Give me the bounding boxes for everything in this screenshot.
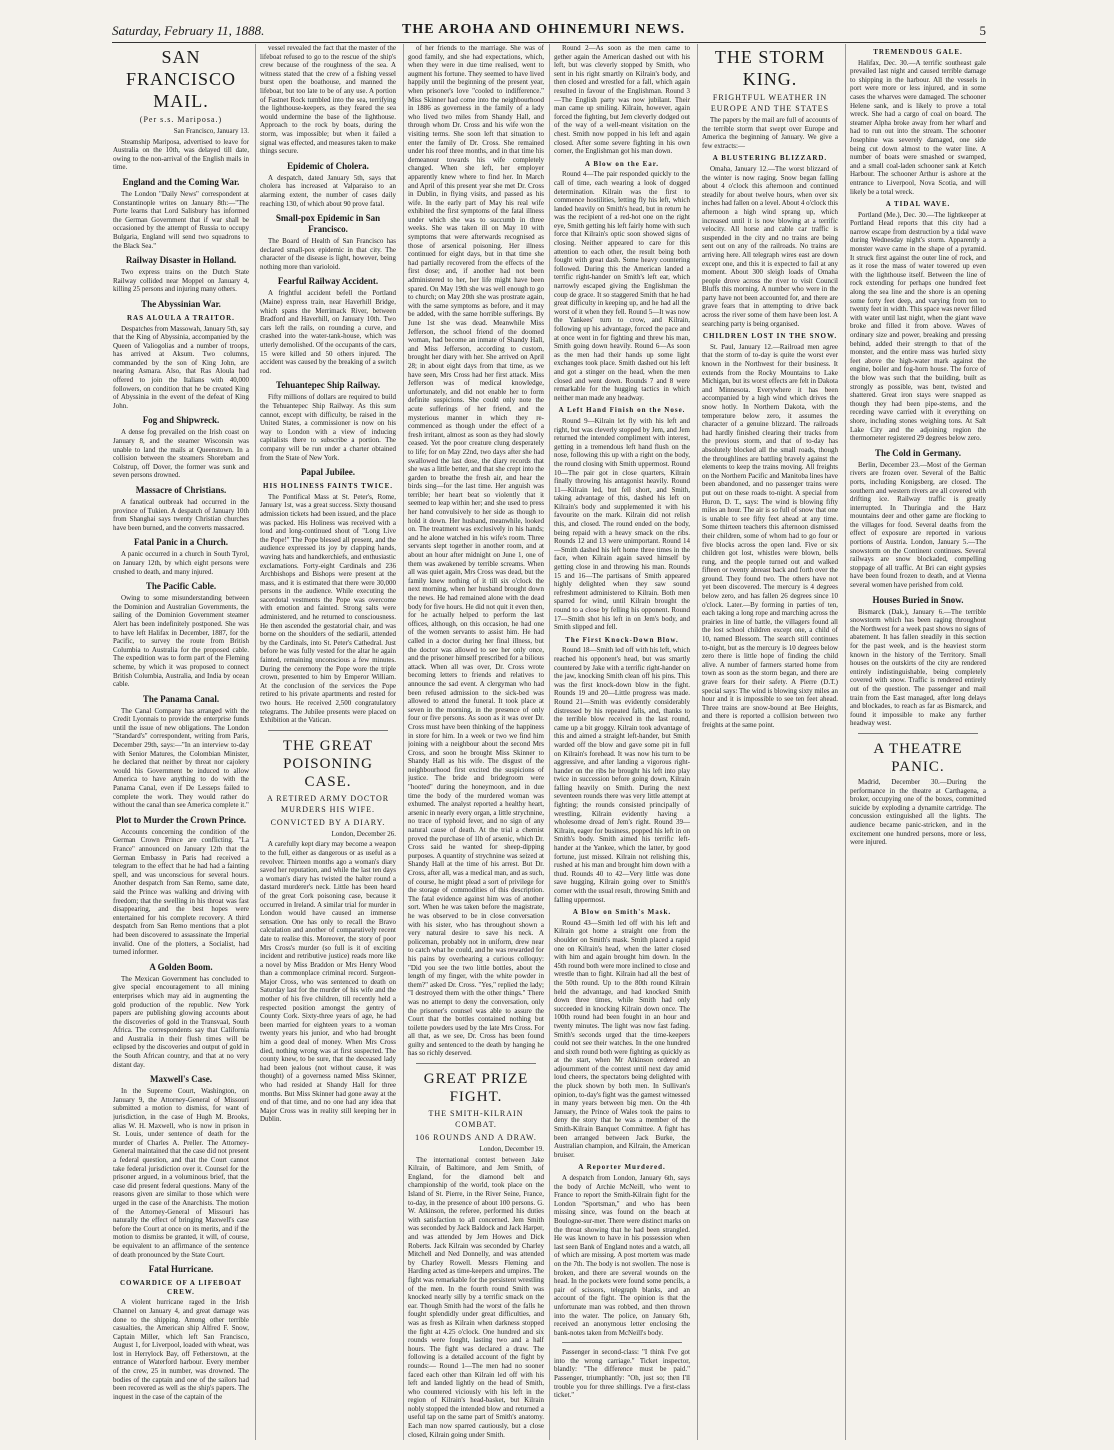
article-text: Bismarck (Dak.), January 6.—The terrible snowstorm which has been raging throughout the Northwest for a week past shows no signs of abatement. It has fallen steadily in this section for the past week, and is the heaviest storm known in the history of the Territory. Small houses on the outskirts of the city are rendered entirely indistinguishable, being completely covered with snow. Traffic is rendered entirely out of the question. The passenger and mail train from the East managed, after long delays and blockades, to reach as far as Bismarck, and found it impossible to make any further headway west. (850, 607, 986, 728)
article-text: Despatches from Massowah, January 5th, say that the King of Abyssinia, accompanied by the Queen of Valiogolias and a number of troops, has arrived at Aksum. Two columns, commanded by the son of King John, are nearing Asmara. Also, that Ras Aloula had offered to join the Italians with 40,000 followers, on condition that he be created King of Abyssinia in the event of the defeat of King John. (113, 324, 249, 410)
masthead (112, 20, 986, 43)
article-heading: Fog and Shipwreck. (142, 415, 220, 426)
article-text: Round 18—Smith led off with his left, which reached his opponent's head, but was smartly countered by Jake with a terrific right-hander on the jaw, knocking Smith clean off his pins. This was the first knock-down blow in the fight. Rounds 19 and 20—Little progress was made. Round 21—Smith was evidently considerably distressed by his repeated falls, and, thanks to the terrible blow received in the last round, came up a bit groggy. Kilrain took advantage of this and aimed a straight left-hander, but Smith warded off the blow and gave some pit in full on Kilrain's forehead. It was now his turn to be aggressive, and after landing a vigorous right-hander on the ribs he brought his left into play twice in succession before going down, Kilrain falling heavily on Smith. During the next seventeen rounds there was very little attempt at fighting; the rounds consisted principally of wrestling, Kilrain evidently having a wholesome dread of Jem's right. Round 39—Kilrain, eager for business, popped his left in on Smith's body. Smith aimed his terrific left-hander at the Yankee, which the latter, by good fortune, just missed. Kilrain not relishing this, rushed at his man and brought him down with a thud. Rounds 40 to 42—Very little was done save hugging, Kilrain going over to Smith's corner with the usual result, throwing Smith and falling uppermost. (554, 646, 690, 904)
article-subheading: A Blow on the Ear. (585, 159, 659, 168)
article-text: vessel revealed the fact that the master of the lifeboat refused to go to the rescue of the ship's crew because of the roughness of the sea. A witness stated that the crew of a fishing vessel burst open the boathouse, and manned the lifeboat, but too late to be of any use. A portion of Fastnet Rock tumbled into the sea, terrifying the lighthouse-keepers, as they feared the sea would undermine the base of the lighthouse. Approach to the rock by boats, during the storm, was impossible; but when it failed a signal was effected, and measures taken to make things secure. (260, 44, 396, 156)
article-text: In the Supreme Court, Washington, on January 9, the Attorney-General of Missouri submitted a motion to dismiss, for want of jurisdiction, in the case of Hugh M. Brooks, alias W. H. Maxwell, who is now in prison in St. Louis, under sentence of death for the murder of Charles A. Preller. The Attorney-General maintained that the case did not present a federal question, and that the Court cannot take federal jurisdiction over it. Counsel for the prisoner argued, in a voluminous brief, that the case did present federal questions. Many of the reasons given are similar to those which were urged in the case of the Anarchists. The motion of the Attorney-General of Missouri has naturally the effect of bringing Maxwell's case before the Court at once on its merits, and if the motion to dismiss be granted, it will, of course, be equivalent to an affirmance of the sentence of death pronounced by the State Court. (113, 1087, 249, 1259)
article-text: Steamship Mariposa, advertised to leave for Australia on the 10th, was delayed till date, owing to the non-arrival of the English mails in time. (113, 137, 249, 172)
article-text: Owing to some misunderstanding between the Dominion and Australian Governments, the sailing of the Dominion Government steamer Alert has been indefinitely postponed. She was to have left Halifax in December, 1887, for the Pacific, to survey the route from British Columbia to Australia for the proposed cable. The expedition was to form part of the Fleming scheme, by which it was proposed to connect British Columbia, Australia, and India by ocean cable. (113, 594, 249, 689)
article-text: A panic occurred in a church in South Tyrol, on January 12th, by which eight persons were crushed to death, and many injured. (113, 550, 249, 576)
column-2 (260, 44, 396, 1440)
feature-headline: A THEATRE PANIC. (873, 740, 963, 775)
article-text: A dense fog prevailed on the Irish coast on January 8, and the steamer Wisconsin was unable to land the mails at Queenstown. In a collision between the steamers Shorebam and Colstrup, off Dover, the former was sunk and seven persons drowned. (113, 428, 249, 480)
article-text: Madrid, December 30.—During the performance in the theatre at Carthagena, a broker, occupying one of the boxes, committed suicide by exploding a dynamite cartridge. The concussion extinguished all the lights. The audience became panic-stricken, and in the excitement one hundred persons, more or less, were injured. (850, 777, 986, 847)
feature-headline: THE GREAT POISONING CASE. (282, 737, 374, 790)
article-text: Accounts concerning the condition of the German Crown Prince are conflicting. "La France" announced on January 12th that the German Embassy in Paris had received a telegram to the effect that he had had a fainting spell, and was unconscious for several hours. Another despatch from San Remo, same date, said the Prince was walking and driving with freedom; that the swelling in his throat was fast disappearing, and the best hopes were entertained for his complete recovery. A third despatch from San Remo mentions that a plot had been discovered to assassinate the Imperial invalid. One of the plotters, a Socialist, had turned informer. (113, 827, 249, 957)
column-3 (408, 44, 544, 1440)
article-subheading: TREMENDOUS GALE. (873, 48, 963, 56)
article-text: Two express trains on the Dutch State Railway collided near Moppel on January 4, killing 25 persons and injuring many others. (113, 268, 249, 294)
article-heading: A Golden Boom. (149, 961, 213, 972)
divider (562, 1342, 682, 1343)
feature-subheading: A RETIRED ARMY DOCTOR MURDERS HIS WIFE. (266, 793, 390, 814)
article-heading: Massacre of Christians. (135, 485, 227, 495)
section-subheading: FRIGHTFUL WEATHER IN EUROPE AND THE STATES (710, 93, 830, 113)
article-heading: Epidemic of Cholera. (287, 160, 369, 171)
article-heading: Fatal Panic in a Church. (133, 537, 229, 548)
article-heading: Houses Buried in Snow. (872, 594, 964, 605)
page-number: 5 (979, 23, 986, 38)
column-rule (255, 44, 256, 1440)
feature-headline: GREAT PRIZE FIGHT. (423, 1071, 529, 1106)
article-text: The London "Daily News" correspondent at Constantinople writes on January 8th:—"The Porte learns that Lord Salisbury has informed the German Government that if war shall be occasioned by the attempt of Russia to occupy Bulgaria, England will send two squadrons to the Black Sea." (113, 189, 249, 250)
article-heading: The Abyssinian War. (141, 298, 221, 309)
article-text: A fanatical outbreak had occurred in the province of Tukien. A despatch of January 10th from Shanghai says twenty Christian churches have been burned, and the converts massacred. (113, 498, 249, 532)
section-headline: SAN FRANCISCO MAIL. (125, 47, 237, 111)
article-heading: The Panama Canal. (142, 693, 220, 704)
article-text: The Canal Company has arranged with the Credit Lyonnais to provide the enterprise funds until the issue of new obligations. The London "Standard's" correspondent, writing from Paris, December 29th, says:—"In an interview to-day with Senior Matures, the Colombian Minister, he declared that neither by threat nor cajolery would his Government be induced to allow America to have anything to do with the Panama Canal, even if De Lesseps failed to complete the work. They would rather do without the canal than see America complete it." (113, 706, 249, 810)
column-5 (702, 44, 838, 1440)
article-subheading: HIS HOLINESS FAINTS TWICE. (263, 482, 393, 491)
article-text: Round 2—As soon as the men came to gether again the American dashed out with his left, but was cleverly stopped by Smith, who sent in his right smartly on Kilrain's body, and then closed and wrestled for a fall, which again resulted in favour of the Englishman. Round 3—The English party was now jubilant. Their man came up smiling. Kilrain, however, again forced the fighting, but Jem cleverly dodged out of the way of a well-meant visitation on the chest. Smith now popped in his left and again closed. After some severe fighting in his own corner, the Englishman got his man down. (554, 44, 690, 156)
dateline: San Francisco, January 13. (173, 127, 249, 135)
article-heading: Fatal Hurricane. (148, 1264, 214, 1275)
article-subheading: A BLUSTERING BLIZZARD. (712, 154, 828, 163)
column-rule (697, 44, 698, 1440)
article-text: A despatch, dated January 5th, says that cholera has increased at Valparaiso to an alarming extent, the number of cases daily reaching 130, of which about 90 prove fatal. (260, 173, 396, 208)
article-subheading: A Left Hand Finish on the Nose. (558, 406, 686, 415)
article-text: St. Paul, January 12.—Railroad men agree that the storm of to-day is quite the worst ever known in the Northwest for their business. It extends from the Rocky Mountains to Lake Michigan, but its worst effects are felt in Dakota and Minnesota. Everywhere it has been accompanied by a high wind which drives the snow hotly. In Northern Dakota, with the temperature below zero, it assumes the character of a genuine blizzard. The railroads had hardly finished clearing their tracks from the previous storm, and that of to-day has absolutely blocked all the small roads, though the throughlines are battling bravely against the elements to keep the trains moving. All freights on the Northern Pacific and Manitoba lines have been abandoned, and no passenger trains were put out on these roads to-night. A special from Huron, D. T., says: The wind is blowing fifty miles an hour. The air is so full of snow that one is unable to see fifty feet ahead at any time. Some thirteen teachers this afternoon dismissed their children, some of whom had to go four or five blocks across the open land. Five or six children got lost, whistles were blown, bells rung, and the people turned out and walked fifteen or twenty abreast back and forth over the ground. They found two. The others have not yet been discovered. The mercury is 4 degrees below zero, and has fallen 26 degrees since 10 o'clock. Later.—By forming in parties of ten, each taking a long rope and marching across the prairies in line of battle, the villagers found all the lost school children except one, a child of 10, named Blessom. The search still continues to-night, but as the mercury is 10 degrees below zero there is little hope of finding the child alive. A number of farmers started home from town as soon as the storm began, and there are grave fears for their safety. A Pierre (D.T.) special says: The wind is blowing sixty miles an hour and it is impossible to see ten feet ahead. Three trains are snow-bound at Bee Heights, and there is reported a collision between two freights at the same point. (702, 342, 838, 729)
article-heading: Tehuantepec Ship Railway. (276, 380, 380, 391)
feature-subheading: CONVICTED BY A DIARY. (270, 817, 386, 827)
newspaper-title: THE AROHA AND OHINEMURI NEWS. (402, 22, 685, 37)
divider (416, 1063, 536, 1064)
article-text: Berlin, December 23.—Most of the German rivers are frozen over. Several of the Baltic ports, including Konigsberg, are closed. The southern and western rivers are all covered with drifting ice. Railway traffic is greatly interrupted. In Thuringia and the Harz mountains deer and other game are flocking to the villages for food. Several deaths from the effect of exposure are reported in various portions of Austria. London, January 5.—The snowstorm on the Continent continues. Several railways are snow blockaded, compelling stoppage of all traffic. At Bri can eight gypsies have been found frozen to death, and at Vienna several women have perished from cold. (850, 460, 986, 590)
article-text: Portland (Me.), Dec. 30.—The lightkeeper at Portland Head reports that this city had a narrow escape from destruction by a tidal wave during Wednesday night's storm. Apparently a monster wave came in the shape of a pyramid. It struck first against the outer line of rock, and as it rose the mass of water towered up even with the lighthouse itself. Between the line of rock extending for perhaps one hundred feet along the sea line and the shore is an opening some forty feet deep, and varying from ten to twenty feet in width. This space was never filled with water until last night, when the giant wave broke and filled it from above. Waves of ordinary size and power, breaking and pressing behind, added their strength to that of the monster, and the entire mass was hurled sixty feet above the high-water mark against the engine, boiler and fog-horn house. The force of the blow was such that the building, built as strongly as possible, was bent, twisted and shattered. Great iron stays were snapped as though they had been pipe-stems, and the receding wave carried with it everything on shore, including stones weighing tons. At Salt Lake City and the adjoining region the thermometer registered 29 degrees below zero. (850, 210, 986, 443)
column-rule (549, 44, 550, 1440)
column-rule (845, 44, 846, 1440)
issue-date: Saturday, February 11, 1888. (112, 23, 265, 38)
article-heading: Railway Disaster in Holland. (125, 255, 237, 266)
article-heading: The Cold in Germany. (874, 447, 961, 458)
article-text: Omaha, January 12.—The worst blizzard of the winter is now raging. Snow began falling about 4 o'clock this afternoon and continued steadily for about twelve hours, when over six inches had fallen on a level. About 4 o'clock this afternoon a high wind sprang up, which increased until it is now blowing at a terrific velocity. All horse and cable car traffic is suspended in the city and no trains are being sent out on any of the railroads. No trains are arriving here. All telegraph wires east are down except one, and this it is expected to fail at any moment. About 300 sleigh loads of Omaha people drove across the river to visit Council Bluffs this morning. A number who were in the party have not been accounted for, and there are grave fears that in attempting to drive back across the river some of them have been lost. A searching party is being organised. (702, 164, 838, 328)
divider (268, 730, 388, 731)
article-text: Halifax, Dec. 30.—A terrific southeast gale prevailed last night and caused terrible damage to shipping in the harbour. All the vessels in port were more or less injured, and in some cases the wharves were damaged. The schooner Helene sank, and is likely to prove a total wreck. She had a cargo of coal on board. The steamer Alpha broke away from her wharf and had to run out into the stream. The schooner Josephine was severely damaged, one side being cut down almost to the water line. A number of boats were smashed or swamped, and a small coal-laden schooner sank at Ketch Harbour. The schooner Arthur is ashore at the entrance to Liverpool, Nova Scotia, and will likely be a total wreck. (850, 58, 986, 196)
article-heading: England and the Coming War. (122, 176, 240, 187)
feature-subheading: THE SMITH-KILRAIN COMBAT. (428, 1109, 524, 1130)
article-text: The Pontifical Mass at St. Peter's, Rome, January 1st, was a great success. Sixty thousand admission tickets had been issued, and the place was packed. His Holiness was received with a loud and long-continued shout of "Long Live the Pope!" The Pope blessed all present, and the audience expressed its joy by clapping hands, waving hats and handkerchiefs, and enthusiastic exclamations. Forty-eight Cardinals and 236 Archbishops and Bishops were present at the mass, and it is estimated that there were 30,000 persons in the audience. While executing the sacerdotal vestments the Pope was overcome with emotion and fainted. Strong salts were administered, and he returned to consciousness. He then ascended the gestatorial chair, and was borne on the shoulders of the sediarii, attended by the Cardinals, into St. Peter's Cathedral. Just before he was fully vested for the altar he again fainted, remaining unconscious a few minutes. During the ceremony the Pope wore the triple crown, presented to him by Emperor William. At the conclusion of the services the Pope retired to his private apartments and rested for two hours. He received 2,500 congratulatory telegrams. The Jubilee presents were placed on Exhibition at the Vatican. (260, 492, 396, 725)
article-subheading: A Reporter Murdered. (578, 1163, 666, 1172)
article-text: A carefully kept diary may become a weapon to the full, either as dangerous or as useful as a revolver. Thirteen months ago a woman's diary saved her reputation, and while the last ten days a woman's diary has twisted the halter round a dastard murderer's neck. Little has been heard of the great Cork poisoning case, because it occurred in Ireland. A similar trial for murder in London would have caused an immense sensation. One has only to recall the Bravo calculation and another of comparatively recent date to realise this. Moreover, the story of poor Mrs Cross's murder (so full is it of exciting incident and retributive justice) reads more like a novel by Miss Braddon or Mrs Henry Wood than a commonplace criminal record. Surgeon-Major Cross, who was sentenced to death on Saturday last for the murder of his wife and the mother of his five children, till recently held a respected position amongst the gentry of County Cork. Sixty-three years of age, he had been married for eighteen years to a woman twenty years his junior, and who had brought him a good deal of money. When Mrs Cross died, nothing wrong was at first suspected. The county knew, to be sure, that the deceased lady had been jealous (not without cause, it was thought) of a governess named Miss Skinner, who had resided at Shandy Hall for three months. But Miss Skinner had gone away at the end of that time, and no one had any idea that Major Cross was in reality still keeping her in Dublin. (260, 840, 396, 1124)
article-text: of her friends to the marriage. She was of good family, and she had expectations, which, when they were in due time realised, went to augment his fortune. They seemed to have lived happily until the beginning of the present year, when prisoner's love "cooled to indifference." Miss Skinner had come into the neighbourhood in 1886 as governess in the family of a lady who lived two miles from Shandy Hall, and through whom Dr. Cross and his wife won the visiting terms. She soon left that situation to enter the family of Dr. Cross. She remained under his roof three months, and in that time his demeanour towards his wife completely changed. When she left, her employer apparently knew where to find her. In March and April of this present year she met Dr. Cross in Dublin, in flying visits, and passed as his wife. In the early part of May his real wife exhibited the first symptoms of the fatal illness under which she was to succumb in three weeks. She was taken ill on May 10 with symptoms that were afterwards recognised as those of arsenical poisoning. Her illness continued for eight days, but in that time she had partially recovered from the effects of the first dose; and, if another had not been administered to her, her life might have been spared. On May 19th she was well enough to go to church; on May 20th she was prostrate again, with the same symptoms as before, and it may be added, with the same horrible sufferings. By June 1st she was dead. Meanwhile Miss Jefferson, the school friend of the doomed woman, had become an inmate of Shandy Hall, and Miss Jefferson, according to custom, brought her diary with her. She arrived on April 28; in about eight days from that time, as we have seen, Mrs Cross had her first attack. Miss Jefferson was of medical knowledge, unfortunately, and did not enable her to form definite suspicions. She could only note the acute sufferings of her friend, and the mysterious manner in which they re-commenced as though under the effect of a fresh irritant, almost as soon as they had slowly ceased. Yet the poor creature clung desperately to life; for on May 22nd, two days after she had swallowed the last dose, the diary records that she was a little better, and that she crept into the garden to breathe the fresh air, and hear the birds sing—for the last time. Her anguish was terrible; her heart beat so violently that it seemed to leap within her; and she used to press her hand convulsively to her side as though to hold it down. Her husband, meanwhile, looked on. The treatment was exclusively in his hands; and he alone watched in his wife's room. Three servants slept together in another room, and at about an hour after midnight on June 1, one of them was awakened by terrible screams. When all was quiet again, Mrs Cross was dead, but the family knew nothing of it till six o'clock the next morning, when her husband brought down the news. He had remained alone with the dead body for five hours. He did not quit it even then, for he actually helped to perform the last offices, although, on this occasion, he had one of the women servants to assist him. He had called in a doctor during her final illness, but the doctor was allowed to see her only once, and the prisoner himself prescribed for a bilious attack. When all was over, Dr. Cross wrote becoming letters to friends and relatives to announce the sad event. A clergyman who had been refused admission to the sick-bed was allowed to attend the funeral. It took place at seven in the morning, in the presence of only four or five persons. As soon as it was over Dr. Cross must have been thinking of the happiness in store for him. In a week or two we find him joining with a neighbour about the second Mrs Cross, and soon he brought Miss Skinner to Shandy Hall as his wife. The disgust of the neighbourhood first excited the suspicions of justice. The bride and bridegroom were "hooted" during the honeymoon, and in due time the body of the murdered woman was exhumed. The analyst reported a healthy heart, arsenic in nearly every organ, a little strychnine, no trace of typhoid fever, and no sign of any natural cause of death. At the trial a chemist proved the purchase of 1lb of arsenic, which Dr. Cross said he wanted for sheep-dipping purposes. A quantity of strychnine was seized at Shandy Hall at the time of his arrest. But Dr. Cross, after all, was a medical man, and as such, of course, he might plead a sort of privilege for the storage of commodities of this description. The fatal evidence against him was of another sort. When he was taken before the magistrate, he was observed to be in close conversation with his sister, who has throughout shown a very natural desire to save his neck. A policeman, probably not in uniform, drew near to catch what he could, and he was rewarded for his pains by overhearing a curious colloquy: "Did you see the two little bottles, about the length of my finger, with the white powder in them?" asked Dr. Cross. "Yes," replied the lady; "I destroyed them with the other things." There was no attempt to deny the conversation, only the prisoner's counsel was able to assure the Court that the bottles contained nothing but toilette powders used by the late Mrs Cross. For all that, as we see, Dr. Cross has been found guilty and sentenced to the death by hanging he has so richly deserved. (408, 44, 544, 1058)
article-heading: Small-pox Epidemic in San Francisco. (275, 213, 381, 235)
dateline: London, December 19. (479, 1145, 544, 1154)
article-subheading: The First Knock-Down Blow. (565, 635, 679, 644)
article-heading: Maxwell's Case. (150, 1074, 212, 1085)
column-4 (554, 44, 690, 1440)
article-subheading: COWARDICE OF A LIFEBOAT CREW. (120, 1279, 242, 1296)
article-text: Round 4—The pair responded quickly to the call of time, each wearing a look of dogged determination. Kilrain was the first to commence hostilities, letting fly his left, which landed heavily on Smith's head, but in return he was the recipient of a red-hot one on the right eye, Smith getting his left fairly home with such force that Kilrain's optic soon showed signs of closing. Neither appeared to care for this attention to each other, the result being both fought with great dash. Some heavy countering followed. During this the American landed a terrific right-hander on Smith's left ear, which narrowly escaped giving the Englishman the coup de grace. It so staggered Smith that he had great difficulty in keeping up, and he had all the worst of it when they fell. Round 5—It was now the Yankees' turn to crow, and Kilrain, following up his advantage, forced the pace and at once went in for fighting and threw his man, Smith going down heavily. Round 6—As soon as the men had their hands up some light exchanges took place. Smith dashed out his left and got a stinger on the head, when the men closed and went down. Rounds 7 and 8 were remarkable for the hugging tactics in which neither man made any headway. (554, 170, 690, 402)
article-text: The Mexican Government has concluded to give special encouragement to all mining enterprises which may aid in augmenting the gold production of the republic. New York papers are publishing glowing accounts about the discoveries of gold in the Transvaal, South Africa. The correspondents say that California and Australia in their flush times will be eclipsed by the discoveries and output of gold in the South African country, and that at no very distant day. (113, 974, 249, 1069)
article-subheading: A Blow on Smith's Mask. (572, 908, 672, 917)
section-headline: THE STORM KING. (714, 47, 826, 89)
article-text: Passenger in second-class: "I think I've got into the wrong carriage." Ticket inspector, blandly: "The difference must be paid." Passenger, triumphantly: "Oh, just so; then I'll trouble you for three shillings. I've a first-class ticket." (554, 1348, 690, 1400)
article-text: A frightful accident befell the Portland (Maine) express train, near Haverhill Bridge, which spans the Merrimack River, between Bradford and Haverhill, on January 10th. Two cars left the rails, on rounding a curve, and crashed into the water-tank-house, which was utterly demolished. Of the occupants of the cars, 15 were killed and 50 others injured. The accident was caused by the breaking of a switch rod. (260, 289, 396, 375)
divider (858, 733, 978, 734)
article-heading: Fearful Railway Accident. (277, 276, 379, 287)
article-text: Round 9—Kilrain let fly with his left and right, but was cleverly stopped by Jem, and Jem returned the intended compliment with interest, getting in a tremendous left hand flush on the nose, following this up with a right on the body, the round closing with Smith uppermost. Round 10—The pair got in close quarters, Kilrain finally throwing his antagonist heavily. Round 11—Kilrain led, but fell short, and Smith, taking advantage of this, dashed his left on Kilrain's body and supplemented it with his favourite on the mark. Kilrain did not relish this, and closed. The round ended on the body, being repaid with a heavy smack on the ribs. Rounds 12 and 13 were unimportant. Round 14—Smith dashed his left home three times in the face, when Kilrain again saved himself by getting close in and throwing his man. Rounds 15 and 16—The partisans of Smith appeared highly delighted when they saw sound refreshment administered to Kilrain. Both men sparred for wind, until Kilrain brought the round to a close by felling his opponent. Round 17—Smith shot his left in on Jem's body, and Smith slipped and fell. (554, 416, 690, 632)
article-text: A despatch from London, January 6th, says the body of Archie McNeill, who went to France to report the Smith-Kilrain fight for the London "Sportsman," and who has been missing since, was found on the beach at Boulogne-sur-mer. There were distinct marks on the throat showing that he had been strangled. He was known to have in his possession when last seen Bank of England notes and a watch, all of which are missing. A post mortem was made on the 7th. The body is not swollen. The nose is broken, and there are several wounds on the head. In the pockets were found some pencils, a pair of scissors, telegraph blanks, and an account of the fight. The opinion is that the unfortunate man was robbed, and then thrown into the water. The police, on January 6th, received an anonymous letter enclosing the bank-notes taken from McNeill's body. (554, 1174, 690, 1337)
feature-subheading: 106 ROUNDS AND A DRAW. (415, 1133, 537, 1143)
section-via: (Per s.s. Mariposa.) (139, 115, 223, 124)
article-text: Round 43—Smith led off with his left and Kilrain got home a straight one from the shoulder on Smith's mask. Smith placed a rapid one on Kilrain's head, when the latter closed with him and again brought him down. In the 45th round both were more inclined to close and wrestle than to fight. Kilrain had all the best of the 50th round. Up to the 80th round Kilrain held the advantage, and had knocked Smith down three times, while Smith had only succeeded in knocking Kilrain down once. The 100th round had been fought in an hour and twenty minutes. The light was now fast fading. Smith's seconds urged that the time-keepers could not see their watches. In the one hundred and sixth round both were fighting as quickly as at the start, when Mr Atkinson ordered an adjournment of the contest until next day amid loud cheers, the spectators being delighted with the pluck shown by both men. In Sullivan's opinion, to-day's fight was the gamest witnessed in many years between big men. On the 4th January, the Prince of Wales took the pains to deny the story that he was a member of the Smith-Kilrain Banquet Committee. A fight has been arranged between Jack Burke, the Australian champion, and Kilrain, the American bruiser. (554, 918, 690, 1159)
article-text: A violent hurricane raged in the Irish Channel on January 4, and great damage was done to the shipping. Among other terrible casualties, the American ship Alfred F. Snow, Captain Miller, which left San Francisco, August 1, for Liverpool, loaded with wheat, was lost in Herrylock Bay, off Fetherstown, at the entrance of Waterford harbour. Every member of the crew, 25 in number, was drowned. The bodies of the captain and one of the sailors had been recovered as well as the ship's papers. The inquest in the case of the captain of the (113, 1298, 249, 1401)
article-text: The Board of Health of San Francisco has declared small-pox epidemic in that city. The character of the disease is light, however, being nothing more than varioloid. (260, 237, 396, 271)
article-subheading: CHILDREN LOST IN THE SNOW. (702, 332, 838, 341)
article-subheading: A TIDAL WAVE. (885, 200, 951, 209)
column-6 (850, 44, 986, 1440)
column-rule (403, 44, 404, 1440)
article-heading: Plot to Murder the Crown Prince. (115, 814, 247, 825)
article-text: Fifty millions of dollars are required to build the Tehuantepec Ship Railway. As this sum cannot, except with difficulty, be raised in the United States, a commissioner is now on his way to London with a view of inducing capitalists there to subscribe a portion. The company will be run under a charter obtained from the State of New York. (260, 393, 396, 462)
column-1 (113, 44, 249, 1440)
article-heading: The Pacific Cable. (145, 581, 217, 592)
dateline: London, December 26. (331, 829, 396, 838)
article-text: The international contest between Jake Kilrain, of Baltimore, and Jem Smith, of England, for the diamond belt and championship of the world, took place on the Island of St. Pierre, in the River Seine, France, to-day, in the presence of about 100 persons. G. W. Atkinson, the referee, performed his duties with satisfaction to all concerned. Jem Smith was seconded by Jack Baldock and Jack Harper, and was attended by Jem Howes and Dick Roberts. Jack Kilrain was seconded by Charley Mitchell and Ned Donnelly, and was attended by Charley Rowell. Messrs Fleming and Harding acted as time-keepers and umpires. The fight was remarkable for the persistent wrestling of the men. In the fourth round Smith was knocked nearly silly by a terrific smack on the ear. Though Smith had the worst of the falls he fought splendidly under great difficulties, and was as fresh as Kilrain when darkness stopped the fight at 4.25 o'clock. One hundred and six rounds were fought, lasting two and a half hours. The fight was declared a draw. The following is a detailed account of the fight by rounds:— Round 1—The men had no sooner faced each other than Kilrain led off with his left and landed lightly on the head of Smith, who countered viciously with his left in the region of Kilrain's head-basket, but Kilrain nobly stopped the intended blow and returned a useful tap on the same part of Smith's anatomy. Each man now sparred cautiously, but a close closed, Kilrain going under Smith. (408, 1155, 544, 1439)
article-heading: Papal Jubilee. (300, 467, 355, 478)
article-subheading: RAS ALOULA A TRAITOR. (127, 313, 235, 322)
article-text: The papers by the mail are full of accounts of the terrible storm that swept over Europe and America the beginning of January. We give a few extracts:— (702, 116, 838, 150)
